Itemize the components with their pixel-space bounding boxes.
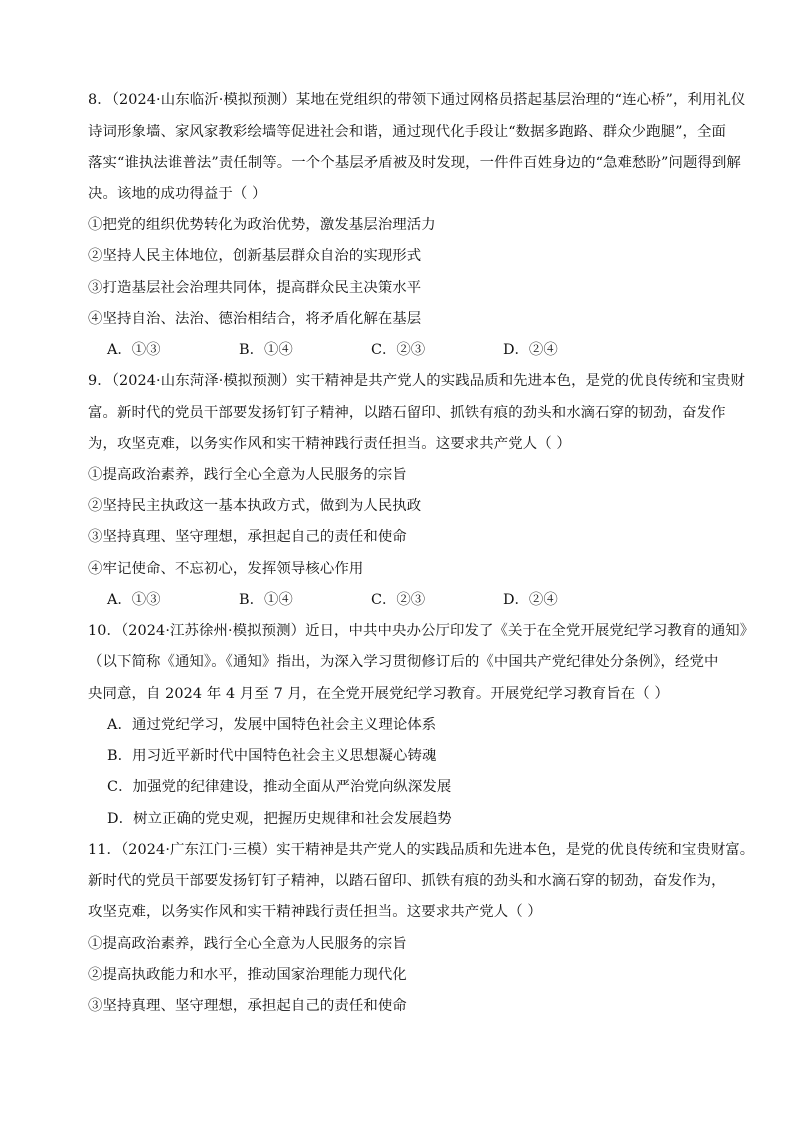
option-a: A．①③ [107, 592, 161, 608]
option-d: D．②④ [503, 592, 558, 608]
question-11-stem-line-3: 攻坚克难，以务实作风和实干精神践行责任担当。这要求共产党人（ ） [88, 904, 542, 920]
question-9-stem-line-3: 为，攻坚克难，以务实作风和实干精神践行责任担当。这要求共产党人（ ） [88, 436, 571, 452]
question-11-statement-3: ③坚持真理、坚守理想，承担起自己的责任和使命 [88, 998, 407, 1014]
question-9-stem-line-2: 富。新时代的党员干部要发扬钉钉子精神，以踏石留印、抓铁有痕的劲头和水滴石穿的韧劲，奋发作 [88, 405, 726, 421]
question-10-stem-line-3: 央同意，自 2024 年 4 月至 7 月，在全党开展党纪学习教育。开展党纪学习教育旨在（ ） [88, 686, 669, 702]
question-10-choice-c: C．加强党的纪律建设，推动全面从严治党向纵深发展 [107, 779, 452, 795]
option-c: C．②③ [371, 592, 426, 608]
question-10-stem-line-1: 10．（2024·江苏徐州·模拟预测）近日，中共中央办公厅印发了《关于在全党开展党纪学习教育的通知》 [88, 623, 755, 639]
option-d: D．②④ [503, 342, 558, 358]
question-9-stem-line-1: 9．（2024·山东菏泽·模拟预测）实干精神是共产党人的实践品质和先进本色，是党的优良传统和宝贵财 [88, 373, 746, 389]
question-8-options [107, 340, 635, 360]
question-10-choice-a: A．通过党纪学习，发展中国特色社会主义理论体系 [107, 717, 437, 733]
question-9-statement-2: ②坚持民主执政这一基本执政方式，做到为人民执政 [88, 498, 422, 514]
question-9-statement-3: ③坚持真理、坚守理想，承担起自己的责任和使命 [88, 529, 407, 545]
question-8-stem-line-1: 8．（2024·山东临沂·模拟预测）某地在党组织的带领下通过网格员搭起基层治理的“连心桥”，利用礼仪 [88, 92, 746, 108]
question-8-statement-3: ③打造基层社会治理共同体，提高群众民主决策水平 [88, 280, 422, 296]
option-b: B．①④ [239, 592, 293, 608]
question-11-statement-1: ①提高政治素养，践行全心全意为人民服务的宗旨 [88, 936, 407, 952]
question-10-choice-b: B．用习近平新时代中国特色社会主义思想凝心铸魂 [107, 748, 437, 764]
question-8-stem-line-2: 诗词形象墙、家风家教彩绘墙等促进社会和谐，通过现代化手段让“数据多跑路、群众少跑腿”，全面 [88, 124, 727, 140]
question-9-statement-4: ④牢记使命、不忘初心，发挥领导核心作用 [88, 561, 364, 577]
option-b: B．①④ [239, 342, 293, 358]
question-8-statement-1: ①把党的组织优势转化为政治优势，激发基层治理活力 [88, 217, 436, 233]
question-10-choice-d: D．树立正确的党史观，把握历史规律和社会发展趋势 [107, 811, 452, 827]
option-a: A．①③ [107, 342, 161, 358]
question-8-stem-line-3: 落实“谁执法谁普法”责任制等。一个个基层矛盾被及时发现，一件件百姓身边的“急难愁盼”问题得到解 [88, 155, 741, 171]
question-11-stem-line-1: 11．（2024·广东江门·三模）实干精神是共产党人的实践品质和先进本色，是党的优良传统和宝贵财富。 [88, 842, 755, 858]
question-11-stem-line-2: 新时代的党员干部要发扬钉钉子精神，以踏石留印、抓铁有痕的劲头和水滴石穿的韧劲，奋发作为， [88, 873, 726, 889]
question-11-statement-2: ②提高执政能力和水平，推动国家治理能力现代化 [88, 967, 407, 983]
question-9-statement-1: ①提高政治素养，践行全心全意为人民服务的宗旨 [88, 467, 407, 483]
question-10-stem-line-2: （以下简称《通知》。《通知》指出，为深入学习贯彻修订后的《中国共产党纪律处分条例》，经党中 [88, 654, 719, 670]
question-8-stem-line-4: 决。该地的成功得益于（ ） [88, 186, 267, 202]
question-9-options [107, 590, 635, 610]
question-8-statement-2: ②坚持人民主体地位，创新基层群众自治的实现形式 [88, 248, 422, 264]
option-c: C．②③ [371, 342, 426, 358]
question-8-statement-4: ④坚持自治、法治、德治相结合，将矛盾化解在基层 [88, 311, 422, 327]
